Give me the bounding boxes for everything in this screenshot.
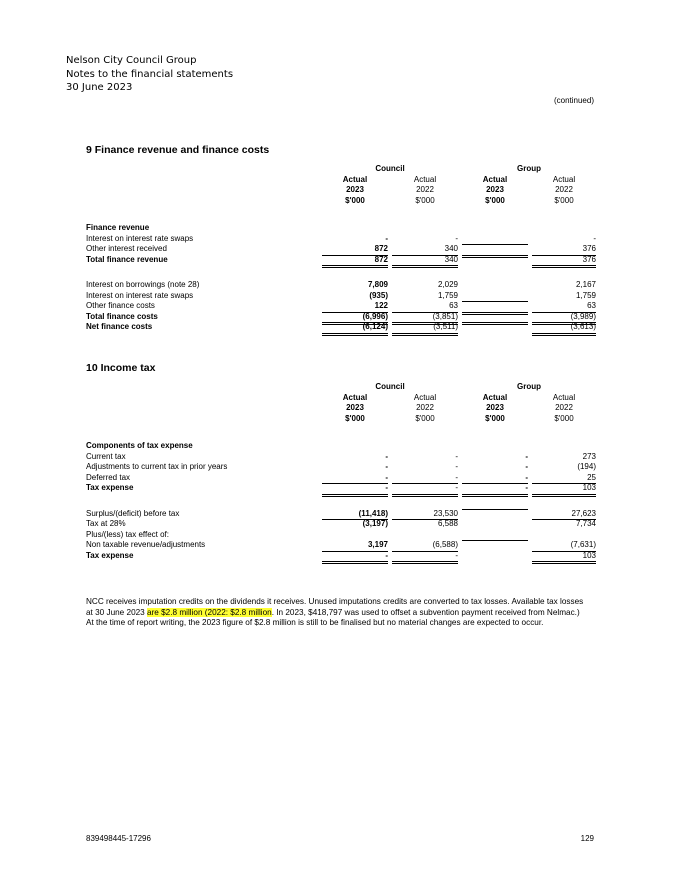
- cell-value: 63: [532, 301, 596, 313]
- col-header-year: 2022: [555, 403, 573, 412]
- col-header-unit: $'000: [485, 195, 505, 205]
- cell-value: -: [392, 473, 458, 485]
- cell-value: -: [392, 483, 458, 497]
- col-header-unit: $'000: [345, 195, 365, 205]
- cell-value: 1,759: [575, 290, 596, 300]
- cell-value: 872: [322, 244, 388, 256]
- unit-header-row: [86, 414, 596, 425]
- council-header: Council: [375, 164, 405, 173]
- row-label: Interest on interest rate swaps: [86, 233, 194, 243]
- cell-value: 7,809: [367, 280, 388, 289]
- cell-value: -: [385, 451, 388, 461]
- cell-value: (3,511): [392, 322, 458, 336]
- cell-value: 376: [532, 255, 596, 269]
- cell-value: 63: [392, 301, 458, 313]
- col-header-year: 2022: [416, 403, 434, 412]
- table-row: [86, 462, 596, 473]
- unit-header-row: [86, 196, 596, 207]
- row-label: Current tax: [86, 451, 126, 461]
- col-header-actual: Actual: [342, 392, 368, 402]
- table-row: [86, 551, 596, 562]
- row-label: Interest on interest rate swaps: [86, 290, 194, 300]
- cell-value: 6,588: [437, 519, 458, 528]
- cell-value: 340: [392, 255, 458, 269]
- cell-value: (6,124): [322, 322, 388, 336]
- cell-value: -: [525, 462, 528, 471]
- year-header-row: [86, 403, 596, 414]
- row-label: Interest on borrowings (note 28): [86, 280, 200, 289]
- section-9-title: 9 Finance revenue and finance costs: [86, 144, 270, 156]
- cell-value: (3,197): [362, 519, 388, 528]
- group-header-row: [86, 382, 596, 393]
- cell-value: (11,418): [322, 509, 388, 521]
- year-header-row: [86, 185, 596, 196]
- cell-value: 103: [532, 483, 596, 497]
- cell-value: (3,851): [392, 312, 458, 326]
- row-label: Total finance costs: [86, 311, 158, 321]
- cell-value: -: [455, 233, 458, 243]
- col-header-year: 2023: [346, 185, 364, 194]
- finance-table: [86, 164, 596, 333]
- table-subheading: [86, 223, 596, 234]
- row-label: Adjustments to current tax in prior years: [86, 462, 228, 471]
- cell-value: -: [322, 483, 388, 497]
- cell-value: 2,167: [575, 280, 596, 289]
- row-label: Total finance revenue: [86, 254, 168, 264]
- col-header-year: 2023: [346, 403, 364, 412]
- finance-revenue-heading: Finance revenue: [86, 223, 150, 232]
- table-row: [86, 540, 596, 551]
- cell-value: -: [385, 462, 388, 471]
- row-label: Tax expense: [86, 550, 134, 560]
- cell-value: -: [455, 451, 458, 461]
- col-header-unit: $'000: [345, 413, 365, 423]
- table-subheading: [86, 441, 596, 452]
- cell-value: -: [462, 483, 528, 497]
- cell-value: (3,989): [532, 312, 596, 326]
- row-label: Non taxable revenue/adjustments: [86, 540, 206, 549]
- cell-value: [462, 540, 528, 541]
- col-header-actual: Actual: [482, 392, 508, 402]
- row-label: Other interest received: [86, 244, 167, 253]
- cell-value: -: [385, 233, 388, 243]
- row-label: Tax at 28%: [86, 519, 126, 528]
- cell-value: 23,530: [392, 509, 458, 521]
- row-label: Net finance costs: [86, 322, 153, 331]
- cell-value: 1,759: [437, 290, 458, 300]
- group-header: Group: [517, 164, 541, 173]
- col-header-actual: Actual: [552, 174, 576, 184]
- note-text: NCC receives imputation credits on the dividends it receives. Unused imputations credits are converted to tax losses. Available tax losses at 30 June 2023: [86, 597, 584, 617]
- note-text: . In 2023, $418,797 was used to offset a subvention payment received from Nelmac.) At the time of report writing, the 2023 figure of $2.8 million is still to be finalised but no material changes are expected to occur.: [86, 607, 580, 628]
- col-header-unit: $'000: [415, 195, 435, 205]
- cell-value: 340: [392, 244, 458, 256]
- cell-value: (6,588): [392, 540, 458, 552]
- cell-value: 376: [532, 244, 596, 256]
- col-header-year: 2023: [486, 403, 504, 412]
- cell-value: (7,631): [532, 540, 596, 552]
- table-row: [86, 234, 596, 245]
- table-row: [86, 280, 596, 291]
- row-label: Deferred tax: [86, 472, 131, 482]
- cell-value: [462, 255, 528, 258]
- council-header: Council: [375, 382, 405, 391]
- cell-value: [462, 244, 528, 245]
- cell-value: -: [455, 462, 458, 471]
- row-label: Other finance costs: [86, 301, 155, 310]
- table-row: [86, 452, 596, 463]
- table-row: [86, 244, 596, 255]
- col-header-actual: Actual: [552, 392, 576, 402]
- cell-value: -: [593, 233, 596, 243]
- col-header-actual: Actual: [342, 174, 368, 184]
- table-row: [86, 483, 596, 494]
- col-header-unit: $'000: [554, 413, 574, 423]
- cell-value: (3,613): [532, 322, 596, 336]
- table-row: [86, 473, 596, 484]
- section-10-title: 10 Income tax: [86, 362, 156, 374]
- group-header-row: [86, 164, 596, 175]
- cell-value: 2,029: [437, 280, 458, 289]
- cell-value: -: [322, 551, 388, 565]
- table-row: [86, 530, 596, 541]
- table-row: [86, 291, 596, 302]
- income-tax-table: [86, 382, 596, 561]
- cell-value: (935): [369, 290, 388, 300]
- col-header-unit: $'000: [554, 195, 574, 205]
- page-header: [66, 54, 233, 95]
- cell-value: 3,197: [322, 540, 388, 552]
- actual-header-row: [86, 175, 596, 186]
- table-row: [86, 312, 596, 323]
- row-label: Surplus/(deficit) before tax: [86, 508, 180, 518]
- col-header-year: 2022: [555, 185, 573, 194]
- cell-value: 273: [582, 451, 596, 461]
- table-row: [86, 255, 596, 266]
- table-row: [86, 519, 596, 530]
- cell-value: [462, 312, 528, 315]
- document-id: 839498445-17296: [86, 834, 151, 843]
- cell-value: 7,734: [575, 519, 596, 528]
- cell-value: [462, 301, 528, 302]
- components-heading: Components of tax expense: [86, 441, 193, 450]
- header-document-title: Notes to the financial statements: [66, 68, 234, 80]
- cell-value: -: [525, 451, 528, 461]
- header-date: 30 June 2023: [66, 82, 133, 93]
- page-number: 129: [580, 834, 594, 843]
- col-header-actual: Actual: [482, 174, 508, 184]
- cell-value: [462, 322, 528, 325]
- cell-value: [462, 509, 528, 510]
- continued-label: (continued): [553, 96, 594, 105]
- cell-value: -: [322, 473, 388, 485]
- cell-value: 25: [532, 473, 596, 485]
- col-header-year: 2023: [486, 185, 504, 194]
- tax-losses-note: [86, 597, 586, 629]
- col-header-unit: $'000: [415, 413, 435, 423]
- highlighted-text: are $2.8 million (2022: $2.8 million: [147, 607, 272, 617]
- cell-value: 122: [322, 301, 388, 313]
- cell-value: -: [392, 551, 458, 565]
- cell-value: 872: [322, 255, 388, 269]
- cell-value: (6,996): [322, 312, 388, 326]
- col-header-year: 2022: [416, 185, 434, 194]
- table-row: [86, 509, 596, 520]
- row-label: Tax expense: [86, 483, 134, 492]
- group-header: Group: [517, 382, 541, 391]
- table-row: [86, 322, 596, 333]
- row-label: Plus/(less) tax effect of:: [86, 529, 169, 539]
- col-header-unit: $'000: [485, 413, 505, 423]
- cell-value: 103: [532, 551, 596, 565]
- col-header-actual: Actual: [413, 174, 437, 184]
- actual-header-row: [86, 393, 596, 404]
- table-row: [86, 301, 596, 312]
- cell-value: (194): [577, 462, 596, 471]
- cell-value: -: [462, 473, 528, 485]
- cell-value: 27,623: [532, 509, 596, 521]
- col-header-actual: Actual: [413, 392, 437, 402]
- header-organisation: Nelson City Council Group: [66, 55, 197, 66]
